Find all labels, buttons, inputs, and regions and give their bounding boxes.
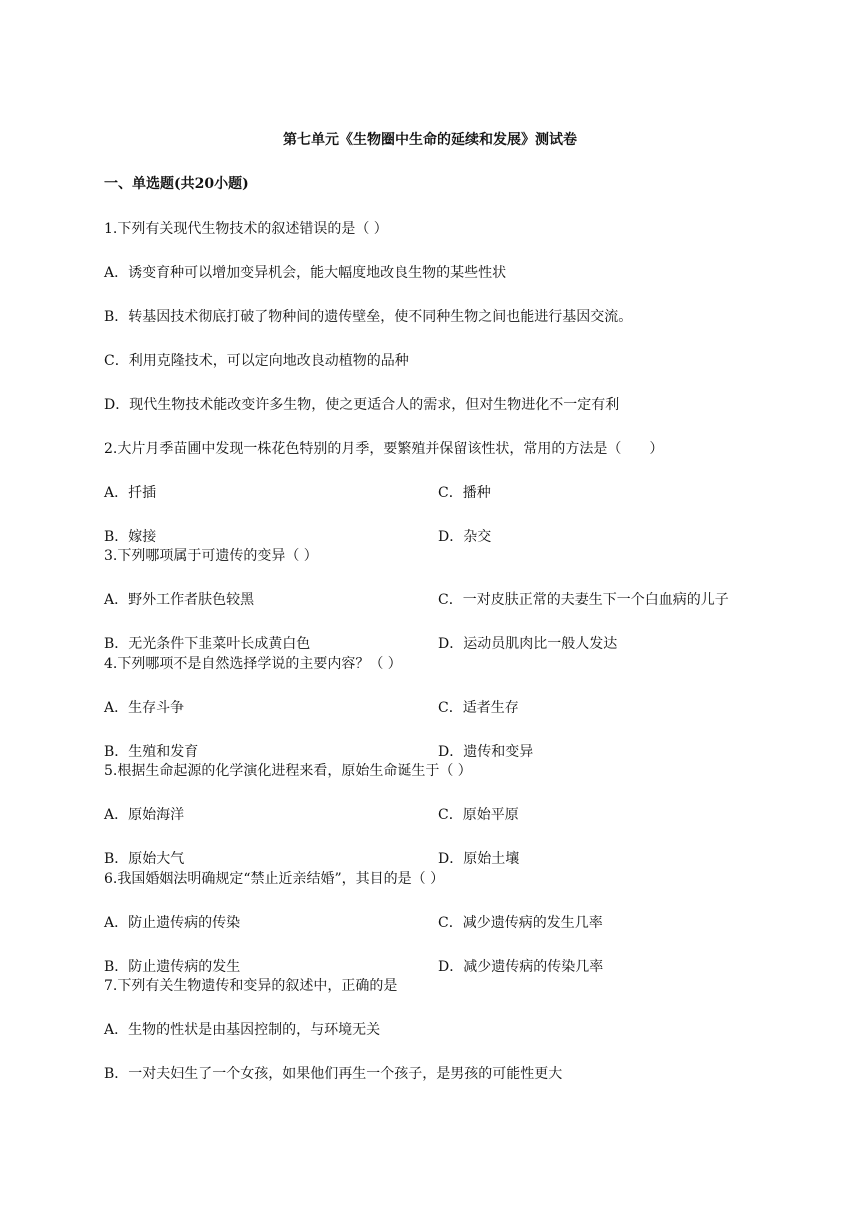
question-option: D．减少遗传病的传染几率 [438,959,604,975]
question-option: C．播种 [438,485,491,501]
question-stem: 1.下列有关现代生物技术的叙述错误的是（ ） [104,221,388,237]
question-option: D．遗传和变异 [438,744,534,760]
question-stem: 7.下列有关生物遗传和变异的叙述中，正确的是 [104,978,398,994]
question-option: A．野外工作者肤色较黑 [104,592,255,608]
question-option: B．嫁接 [104,529,157,545]
question-option: D．现代生物技术能改变许多生物，使之更适合人的需求，但对生物进化不一定有利 [104,397,620,413]
question-option: C．减少遗传病的发生几率 [438,915,603,931]
question-option: C．适者生存 [438,700,519,716]
question-option: A．扦插 [104,485,157,501]
question-option: A．诱变育种可以增加变异机会，能大幅度地改良生物的某些性状 [104,265,507,281]
question-option: D．原始土壤 [438,851,520,867]
question-option: C．原始平原 [438,807,519,823]
question-option: A．生存斗争 [104,700,185,716]
question-option: C．一对皮肤正常的夫妻生下一个白血病的儿子 [438,592,729,608]
question-option: A．生物的性状是由基因控制的，与环境无关 [104,1022,381,1038]
document-title: 第七单元《生物圈中生命的延续和发展》测试卷 [283,132,577,148]
question-option: D．杂交 [438,529,492,545]
question-option: B．转基因技术彻底打破了物种间的遗传壁垒，使不同种生物之间也能进行基因交流。 [104,309,633,325]
question-option: C．利用克隆技术，可以定向地改良动植物的品种 [104,353,409,369]
question-option: B．原始大气 [104,851,185,867]
question-stem: 2.大片月季苗圃中发现一株花色特别的月季，要繁殖并保留该性状，常用的方法是（ ） [104,441,664,457]
question-option: B．生殖和发育 [104,744,199,760]
section-heading: 一、单选题(共20小题) [104,176,249,192]
question-stem: 4.下列哪项不是自然选择学说的主要内容？（ ） [104,656,402,672]
question-option: B．一对夫妇生了一个女孩，如果他们再生一个孩子，是男孩的可能性更大 [104,1066,563,1082]
question-option: A．原始海洋 [104,807,185,823]
question-option: B．防止遗传病的发生 [104,959,241,975]
question-option: D．运动员肌肉比一般人发达 [438,636,618,652]
question-stem: 6.我国婚姻法明确规定“禁止近亲结婚”，其目的是（ ） [104,871,445,887]
question-stem: 5.根据生命起源的化学演化进程来看，原始生命诞生于（ ） [104,763,472,779]
question-stem: 3.下列哪项属于可遗传的变异（ ） [104,548,318,564]
question-option: A．防止遗传病的传染 [104,915,241,931]
question-option: B．无光条件下韭菜叶长成黄白色 [104,636,311,652]
